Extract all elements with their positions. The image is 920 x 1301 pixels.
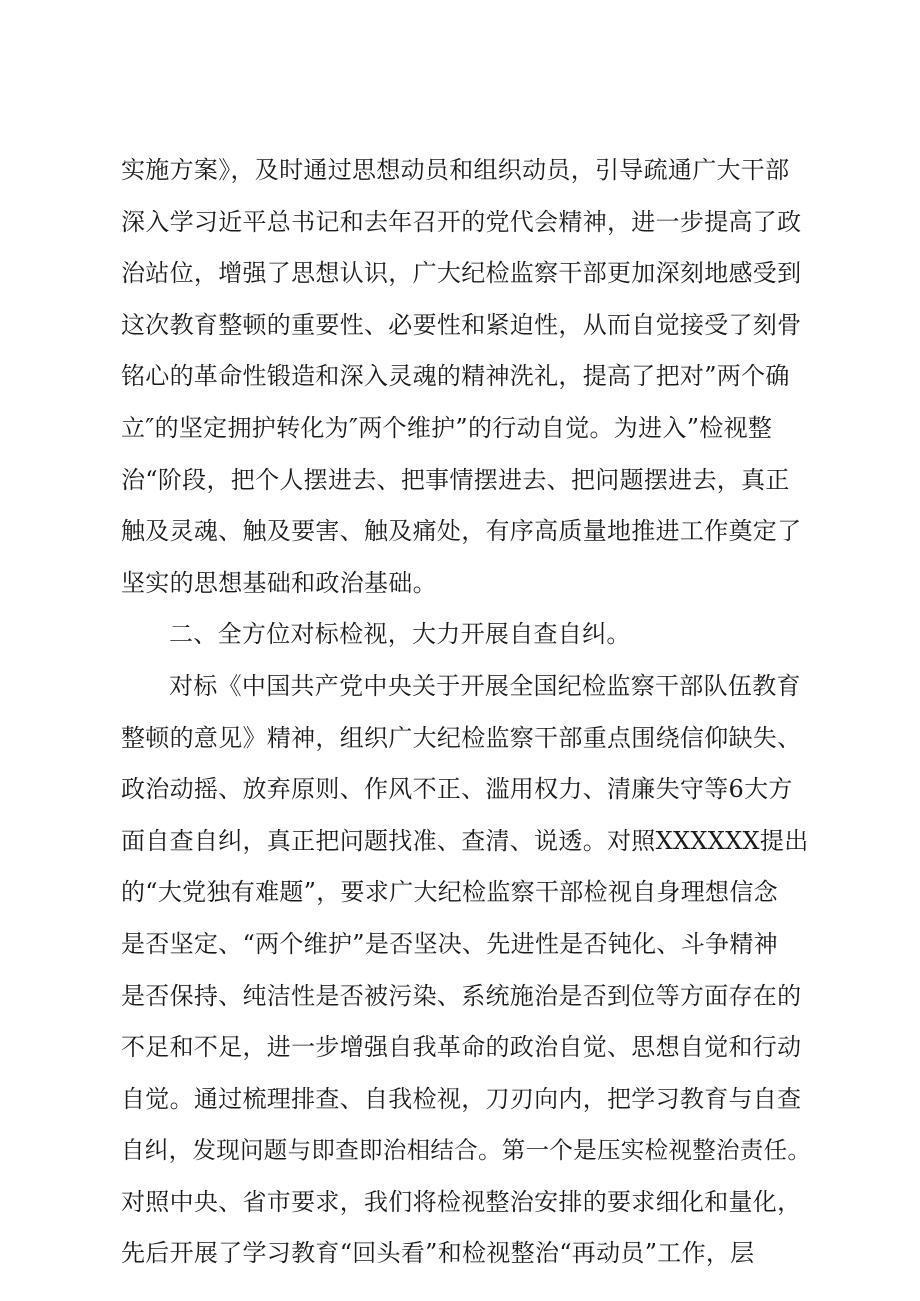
text-line: 整顿的意见》精神，组织广大纪检监察干部重点围绕信仰缺失、: [121, 723, 802, 752]
text-line: 对标《中国共产党中央关于开展全国纪检监察干部队伍教育: [169, 671, 801, 700]
text-line: 对照中央、省市要求，我们将检视整治安排的要求细化和量化，: [121, 1187, 802, 1216]
text-line: 治“阶段，把个人摆进去、把事情摆进去、把问题摆进去，真正: [121, 465, 790, 494]
text-line: 是否坚定、“两个维护”是否坚决、先进性是否钝化、斗争精神: [121, 929, 778, 958]
text-line: 这次教育整顿的重要性、必要性和紧迫性，从而自觉接受了刻骨: [121, 310, 802, 339]
text-line: 面自查自纠，真正把问题找准、查清、说透。对照XXXXXX提出: [121, 826, 809, 855]
text-line: 铭心的革命性锻造和深入灵魂的精神洗礼，提高了把对”两个确: [121, 362, 790, 391]
body-text: [121, 145, 821, 1280]
text-line: 是否保持、纯洁性是否被污染、系统施治是否到位等方面存在的: [121, 981, 802, 1010]
text-line: 二、全方位对标检视，大力开展自查自纠。: [169, 620, 631, 649]
text-line: 先后开展了学习教育“回头看”和检视整治“再动员”工作，层: [121, 1239, 755, 1268]
text-line: 自纠，发现问题与即查即治相结合。第一个是压实检视整治责任。: [121, 1136, 812, 1165]
text-line: 深入学习近平总书记和去年召开的党代会精神，进一步提高了政: [121, 207, 802, 236]
text-line: 治站位，增强了思想认识，广大纪检监察干部更加深刻地感受到: [121, 259, 802, 288]
text-line: 立″的坚定拥护转化为″两个维护”的行动自觉。为进入”检视整: [121, 413, 773, 442]
text-line: 坚实的思想基础和政治基础。: [121, 568, 437, 597]
text-line: 触及灵魂、触及要害、触及痛处，有序高质量地推进工作奠定了: [121, 517, 802, 546]
text-line: 自觉。通过梳理排查、自我检视，刀刃向内，把学习教育与自查: [121, 1084, 802, 1113]
text-line: 实施方案》，及时通过思想动员和组织动员，引导疏通广大干部: [121, 156, 790, 184]
text-line: 的“大党独有难题”，要求广大纪检监察干部检视自身理想信念: [121, 878, 778, 907]
text-line: 不足和不足，进一步增强自我革命的政治自觉、思想自觉和行动: [121, 1033, 802, 1062]
text-line: 政治动摇、放弃原则、作风不正、滥用权力、清廉失守等6大方: [121, 775, 793, 804]
